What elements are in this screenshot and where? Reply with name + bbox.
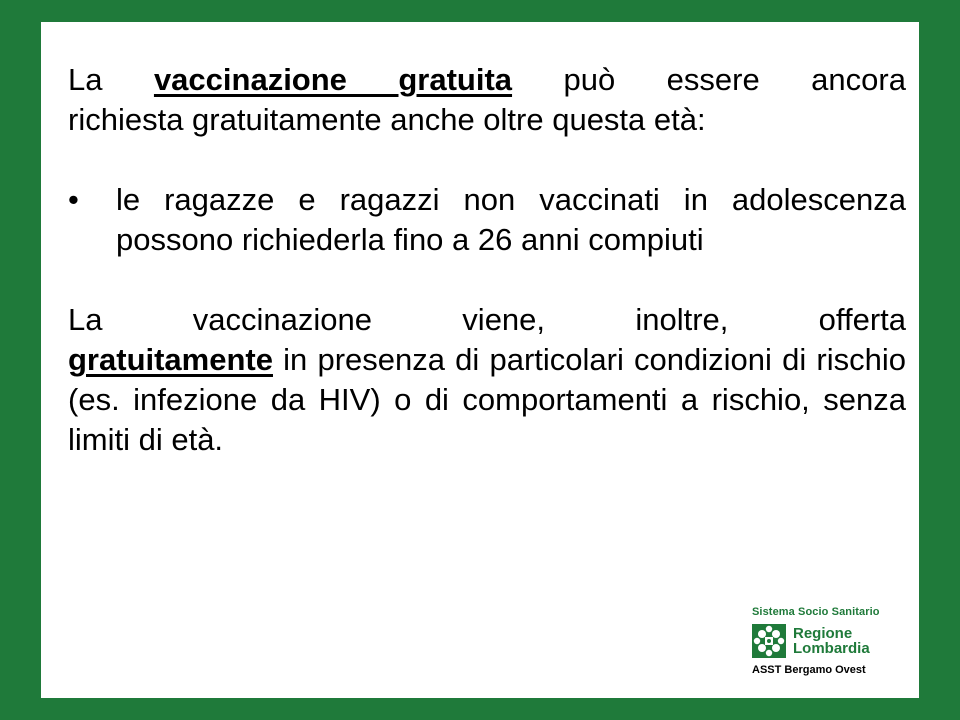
paragraph-2-emphasis: gratuitamente — [68, 342, 273, 377]
bullet-icon: • — [68, 182, 79, 217]
logo-name-line-2: Lombardia — [793, 640, 870, 657]
slide — [41, 22, 919, 698]
paragraph-2-line-1: La vaccinazione viene, inoltre, offerta — [68, 302, 906, 337]
bullet-item — [68, 180, 906, 260]
paragraph-2-rest: in presenza di particolari condizioni di rischio (es. infezione da HIV) o di comportamenti a rischio, senza limiti di età. — [68, 342, 906, 457]
logo-names — [793, 626, 870, 656]
paragraph-2-body — [68, 340, 906, 460]
spacer — [68, 140, 906, 180]
paragraph-1-emphasis: vaccinazione gratuita — [153, 62, 513, 97]
paragraph-1-prefix: La — [68, 62, 154, 97]
logo-name-line-1: Regione — [793, 625, 853, 642]
slide-content — [68, 60, 906, 460]
logo-bottom-text: ASST Bergamo Ovest — [752, 664, 866, 676]
paragraph-1-line-1 — [68, 60, 906, 100]
spacer — [68, 260, 906, 300]
regione-lombardia-logo — [752, 606, 902, 676]
paragraph-1-line-1-rest: può essere ancora — [512, 62, 906, 97]
bullet-text: le ragazze e ragazzi non vaccinati in adolescenza possono richiederla fino a 26 anni compiuti — [116, 182, 906, 257]
lombardia-rose-icon — [752, 624, 786, 658]
logo-mark-row — [752, 624, 902, 658]
logo-top-text: Sistema Socio Sanitario — [752, 606, 880, 618]
paragraph-1-line-2: richiesta gratuitamente anche oltre questa età: — [68, 102, 706, 137]
